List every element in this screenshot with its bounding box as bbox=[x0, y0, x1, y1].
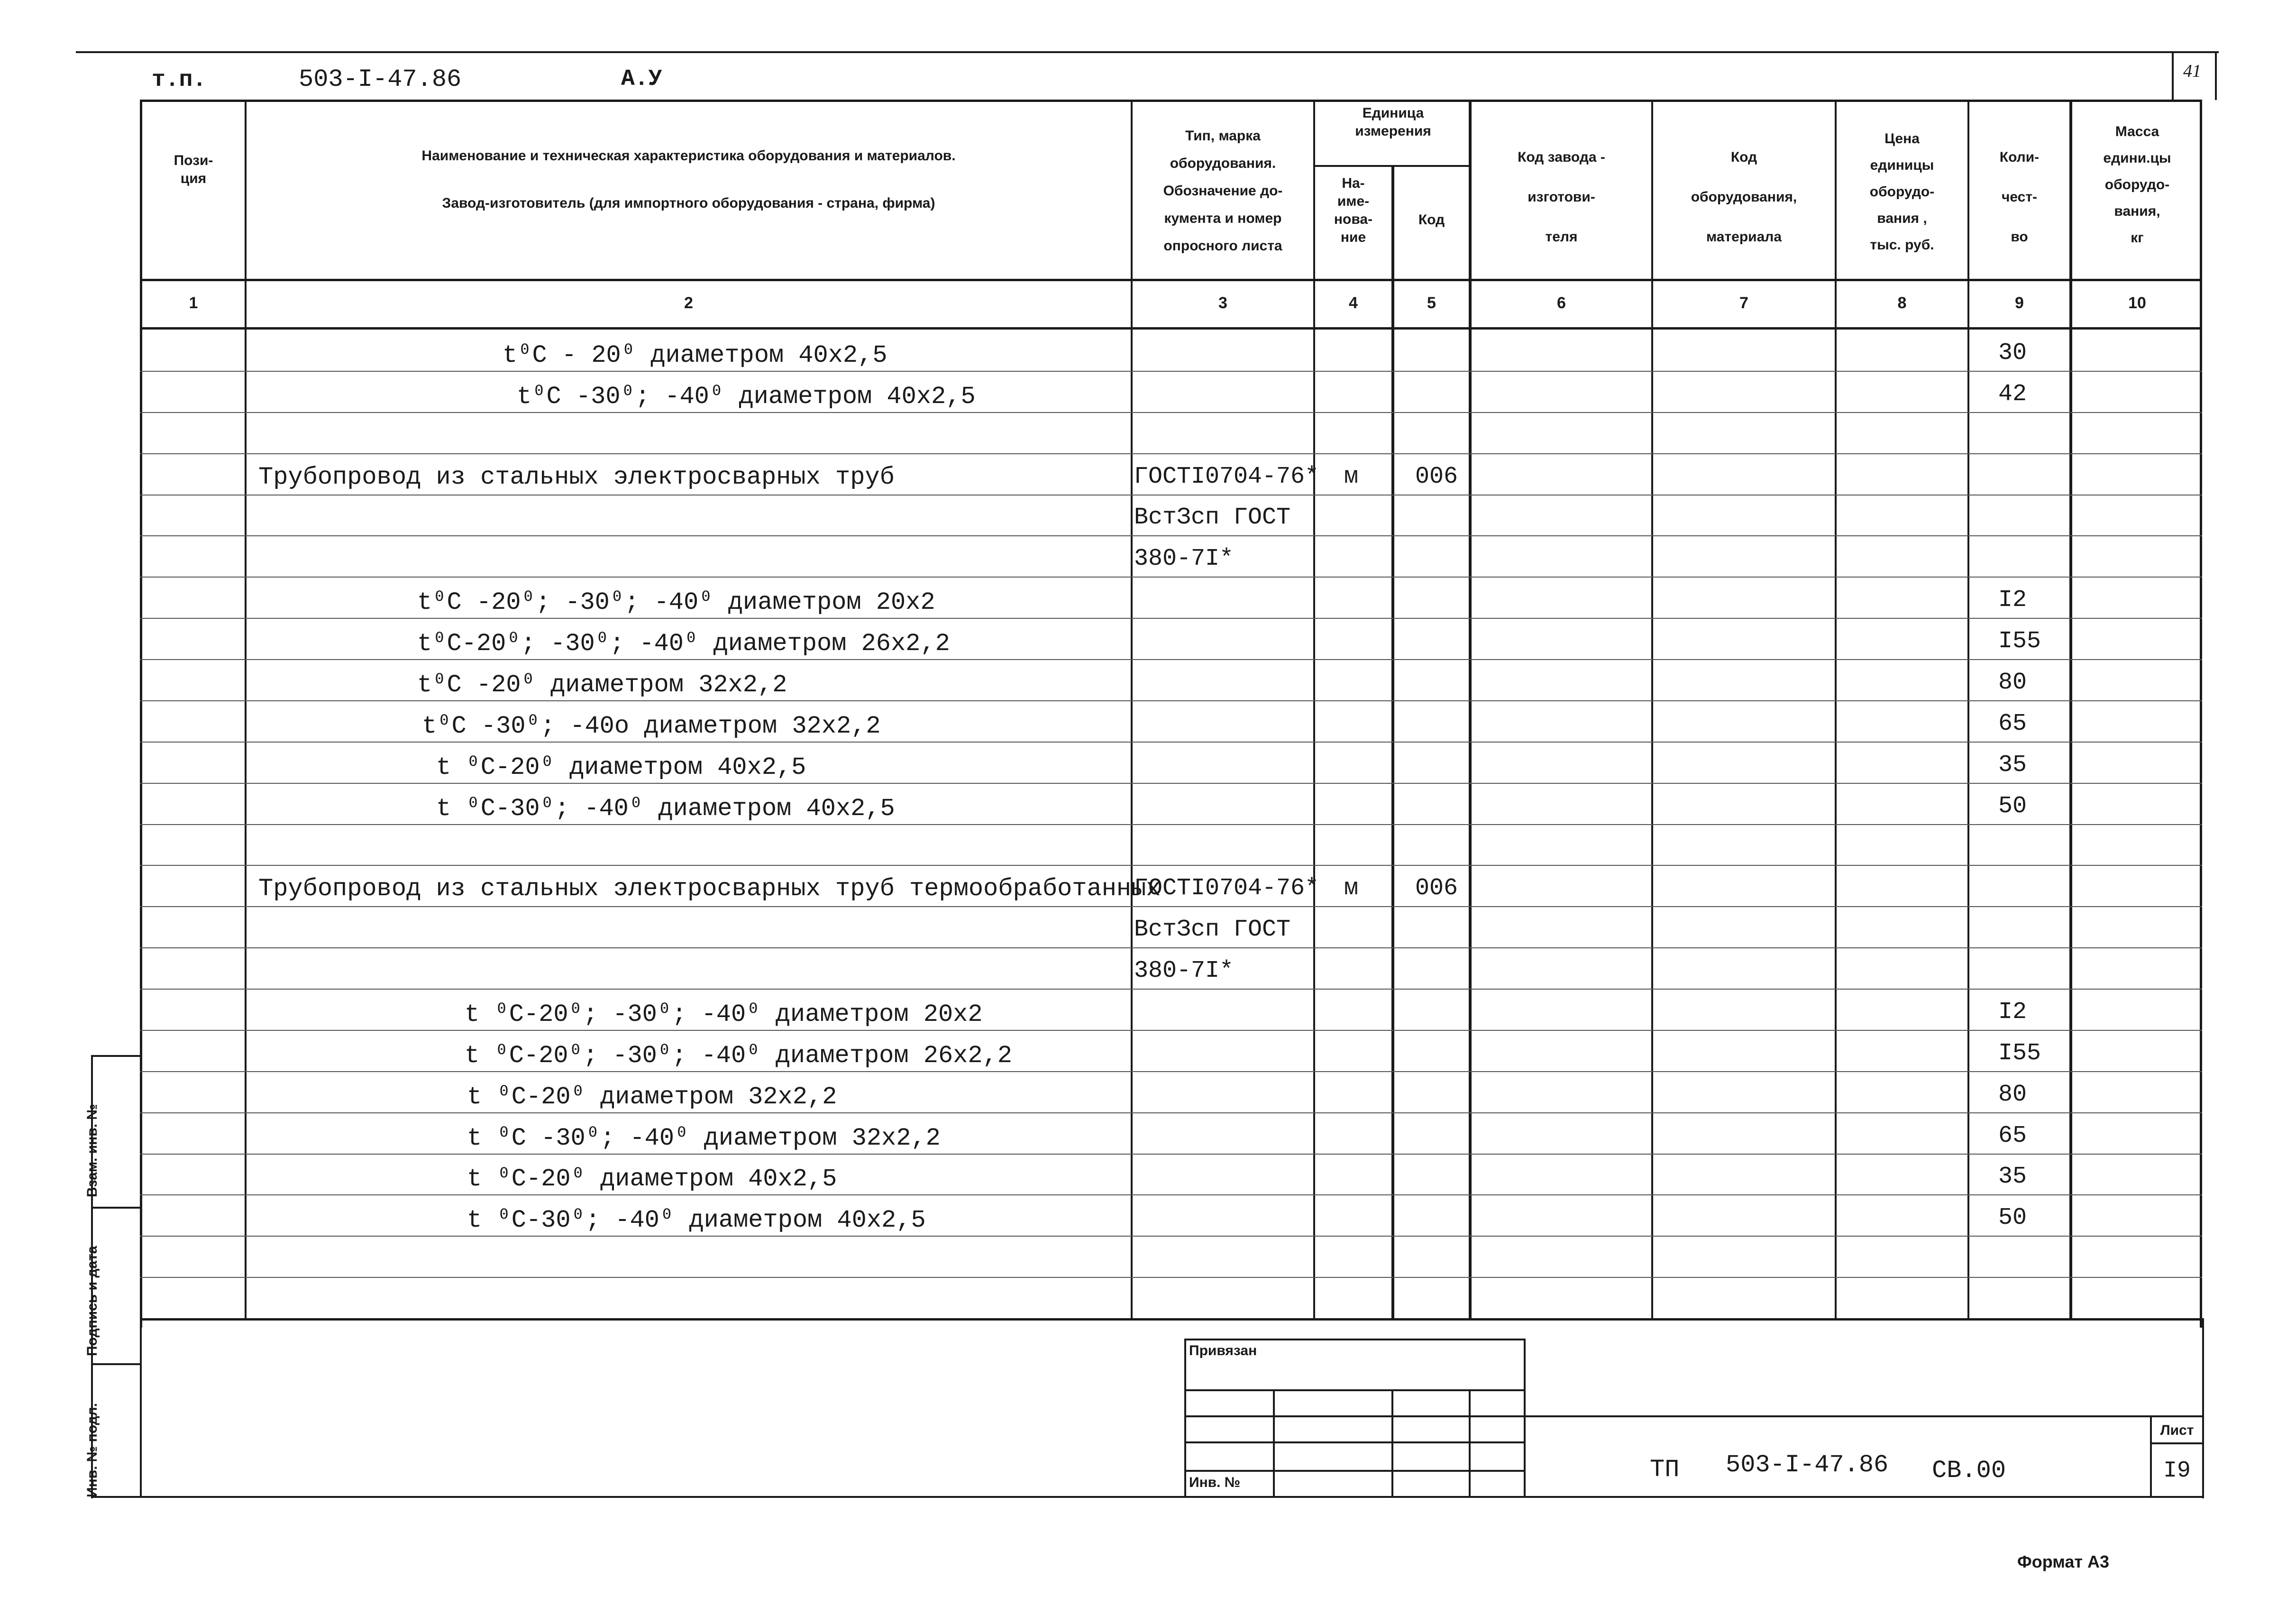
side-stamp-inv-podl: Инв. № подл. bbox=[84, 1403, 100, 1497]
title-suffix: СВ.00 bbox=[1932, 1457, 2006, 1485]
row-unit: м bbox=[1344, 875, 1359, 902]
title-block-row3 bbox=[1184, 1441, 1526, 1443]
title-tp: ТП bbox=[1650, 1456, 1680, 1484]
col-line-4 bbox=[1391, 166, 1394, 1321]
column-number: 5 bbox=[1427, 294, 1436, 312]
row-divider bbox=[140, 742, 2202, 743]
row-quantity: I55 bbox=[1998, 628, 2041, 655]
row-divider bbox=[140, 453, 2202, 454]
row-divider bbox=[140, 412, 2202, 413]
row-description: t⁰C -20⁰; -30⁰; -40⁰ диаметром 20х2 bbox=[417, 588, 935, 617]
row-divider bbox=[140, 947, 2202, 948]
row-type: ГОСТI0704-76* bbox=[1134, 875, 1319, 902]
column-number: 10 bbox=[2128, 294, 2146, 312]
corner-page-number: 41 bbox=[2183, 61, 2201, 81]
side-stamp-podpis: Подпись и дата bbox=[84, 1246, 100, 1356]
col-header-position: Пози- ция bbox=[174, 153, 213, 186]
sheet-number: I9 bbox=[2163, 1458, 2191, 1484]
side-stamp-vzam: Взам. инв. № bbox=[84, 1104, 100, 1197]
row-quantity: 35 bbox=[1998, 751, 2027, 779]
row-description: t ⁰C -30⁰; -40⁰ диаметром 32х2,2 bbox=[467, 1124, 941, 1152]
row-type: 380-7I* bbox=[1134, 957, 1234, 984]
row-divider bbox=[140, 906, 2202, 907]
frame-left-lower bbox=[140, 1318, 142, 1497]
row-description: t⁰C -20⁰ диаметром 32х2,2 bbox=[417, 670, 787, 699]
row-divider bbox=[140, 535, 2202, 536]
column-number: 8 bbox=[1897, 294, 1907, 312]
colnum-bottom-line bbox=[140, 327, 2202, 330]
row-unit-code: 006 bbox=[1415, 463, 1458, 490]
title-block-col2 bbox=[1391, 1389, 1393, 1496]
col-line-8 bbox=[1967, 100, 1969, 1321]
row-description: t ⁰C-20⁰ диаметром 40х2,5 bbox=[467, 1165, 837, 1193]
side-stamp-top bbox=[91, 1055, 141, 1057]
row-description: t ⁰C-20⁰ диаметром 40х2,5 bbox=[436, 753, 806, 781]
row-divider bbox=[140, 1236, 2202, 1237]
row-type: ВстЗсп ГОСТ bbox=[1134, 504, 1291, 532]
row-divider bbox=[140, 1277, 2202, 1278]
row-type: ВстЗсп ГОСТ bbox=[1134, 916, 1291, 944]
side-stamp-div2 bbox=[91, 1363, 141, 1365]
table-bottom-line bbox=[140, 1318, 2202, 1321]
row-quantity: 50 bbox=[1998, 1204, 2027, 1232]
row-quantity: 50 bbox=[1998, 792, 2027, 820]
row-quantity: 42 bbox=[1998, 380, 2027, 408]
row-description: t⁰C -30⁰; -40о диаметром 32х2,2 bbox=[422, 712, 881, 740]
row-quantity: 30 bbox=[1998, 339, 2027, 367]
col-header-quantity: Коли- чест- во bbox=[1999, 149, 2040, 245]
title-code: 503-I-47.86 bbox=[1726, 1451, 1889, 1479]
column-number: 3 bbox=[1218, 294, 1227, 312]
row-divider bbox=[140, 865, 2202, 866]
row-description: Трубопровод из стальных электросварных труб bbox=[258, 463, 895, 491]
row-divider bbox=[140, 659, 2202, 660]
row-quantity: 65 bbox=[1998, 710, 2027, 737]
column-number: 1 bbox=[189, 294, 198, 312]
col-line-5 bbox=[1469, 100, 1472, 1321]
row-divider bbox=[140, 618, 2202, 619]
bottom-frame-line bbox=[91, 1496, 2204, 1498]
column-number: 2 bbox=[684, 294, 693, 312]
row-type: 380-7I* bbox=[1134, 545, 1234, 573]
format-label: Формат А3 bbox=[2017, 1552, 2110, 1571]
col-header-equipment-code: Код оборудования, материала bbox=[1691, 149, 1797, 245]
col-line-9 bbox=[2069, 100, 2072, 1321]
unit-group-divider bbox=[1313, 165, 1471, 167]
title-block-row1 bbox=[1184, 1389, 1526, 1391]
row-quantity: 35 bbox=[1998, 1163, 2027, 1191]
row-description: t⁰C - 20⁰ диаметром 40х2,5 bbox=[503, 341, 887, 369]
privyazan-label: Привязан bbox=[1189, 1343, 1257, 1358]
col-header-price: Цена единицы оборудо- вания , тыс. руб. bbox=[1869, 131, 1935, 253]
sheet-label: Лист bbox=[2160, 1422, 2194, 1438]
col-header-unit-code: Код bbox=[1418, 212, 1445, 228]
row-quantity: I2 bbox=[1998, 998, 2027, 1026]
row-divider bbox=[140, 1030, 2202, 1031]
side-stamp-div1 bbox=[91, 1207, 141, 1209]
col-line-3 bbox=[1313, 100, 1315, 1321]
row-divider bbox=[140, 1112, 2202, 1113]
row-divider bbox=[140, 1154, 2202, 1155]
row-description: t ⁰C-30⁰; -40⁰ диаметром 40х2,5 bbox=[467, 1206, 926, 1235]
row-description: t ⁰C-20⁰; -30⁰; -40⁰ диаметром 26х2,2 bbox=[465, 1041, 1012, 1070]
row-description: t ⁰C-30⁰; -40⁰ диаметром 40х2,5 bbox=[436, 794, 895, 823]
title-block-left bbox=[1184, 1339, 1526, 1496]
row-divider bbox=[140, 700, 2202, 701]
row-unit-code: 006 bbox=[1415, 875, 1458, 902]
column-number: 6 bbox=[1557, 294, 1566, 312]
right-frame-lower bbox=[2202, 1318, 2204, 1498]
title-block-row2 bbox=[1184, 1415, 1526, 1417]
project-code: 503-I-47.86 bbox=[299, 65, 462, 93]
sheet-box-divider bbox=[2150, 1442, 2202, 1444]
title-block-mid-line bbox=[1526, 1415, 2204, 1417]
row-divider bbox=[140, 577, 2202, 578]
row-divider bbox=[140, 824, 2202, 825]
col-header-factory-code: Код завода - изготови- теля bbox=[1518, 149, 1605, 245]
row-description: t ⁰C-20⁰ диаметром 32х2,2 bbox=[467, 1083, 837, 1111]
col-header-unit-name: На- име- нова- ние bbox=[1334, 175, 1373, 245]
col-header-type: Тип, марка оборудования. Обозначение до- кумента и номер опросного листа bbox=[1163, 128, 1283, 254]
row-divider bbox=[140, 783, 2202, 784]
row-quantity: 80 bbox=[1998, 669, 2027, 696]
top-frame-line bbox=[76, 51, 2219, 53]
col-header-mass: Масса едини.цы оборудо- вания, кг bbox=[2103, 124, 2171, 246]
row-quantity: 80 bbox=[1998, 1081, 2027, 1108]
row-quantity: 65 bbox=[1998, 1122, 2027, 1149]
column-number: 9 bbox=[2015, 294, 2024, 312]
row-description: t⁰C -30⁰; -40⁰ диаметром 40х2,5 bbox=[517, 382, 976, 411]
row-description: Трубопровод из стальных электросварных труб термообработанных bbox=[258, 875, 1161, 903]
tp-label: т.п. bbox=[152, 67, 207, 93]
col-header-name-line2: Завод-изготовитель (для импортного оборудования - страна, фирма) bbox=[442, 195, 935, 211]
corner-box-left bbox=[2172, 51, 2174, 100]
row-quantity: I2 bbox=[1998, 587, 2027, 614]
row-divider bbox=[140, 1071, 2202, 1072]
row-description: t ⁰C-20⁰; -30⁰; -40⁰ диаметром 20х2 bbox=[465, 1000, 983, 1028]
title-block-col1 bbox=[1273, 1389, 1275, 1496]
inv-no-label: Инв. № bbox=[1189, 1475, 1241, 1490]
row-divider bbox=[140, 1194, 2202, 1195]
row-unit: м bbox=[1344, 463, 1359, 490]
col-header-name-line1: Наименование и техническая характеристика оборудования и материалов. bbox=[421, 148, 956, 164]
title-block-col3 bbox=[1469, 1389, 1471, 1496]
corner-box-right bbox=[2215, 51, 2217, 100]
title-block-row4 bbox=[1184, 1470, 1526, 1472]
row-divider bbox=[140, 371, 2202, 372]
row-type: ГОСТI0704-76* bbox=[1134, 463, 1319, 490]
column-number: 4 bbox=[1349, 294, 1358, 312]
col-line-2 bbox=[1131, 100, 1133, 1321]
column-number: 7 bbox=[1739, 294, 1748, 312]
col-line-1 bbox=[245, 100, 247, 1321]
row-description: t⁰C-20⁰; -30⁰; -40⁰ диаметром 26х2,2 bbox=[417, 630, 950, 658]
row-divider bbox=[140, 989, 2202, 990]
section-code: А.У bbox=[621, 66, 662, 92]
col-line-6 bbox=[1651, 100, 1653, 1321]
col-line-7 bbox=[1835, 100, 1837, 1321]
col-header-unit-group: Единица измерения bbox=[1355, 105, 1431, 139]
header-bottom-line bbox=[140, 279, 2202, 281]
row-quantity: I55 bbox=[1998, 1039, 2041, 1067]
